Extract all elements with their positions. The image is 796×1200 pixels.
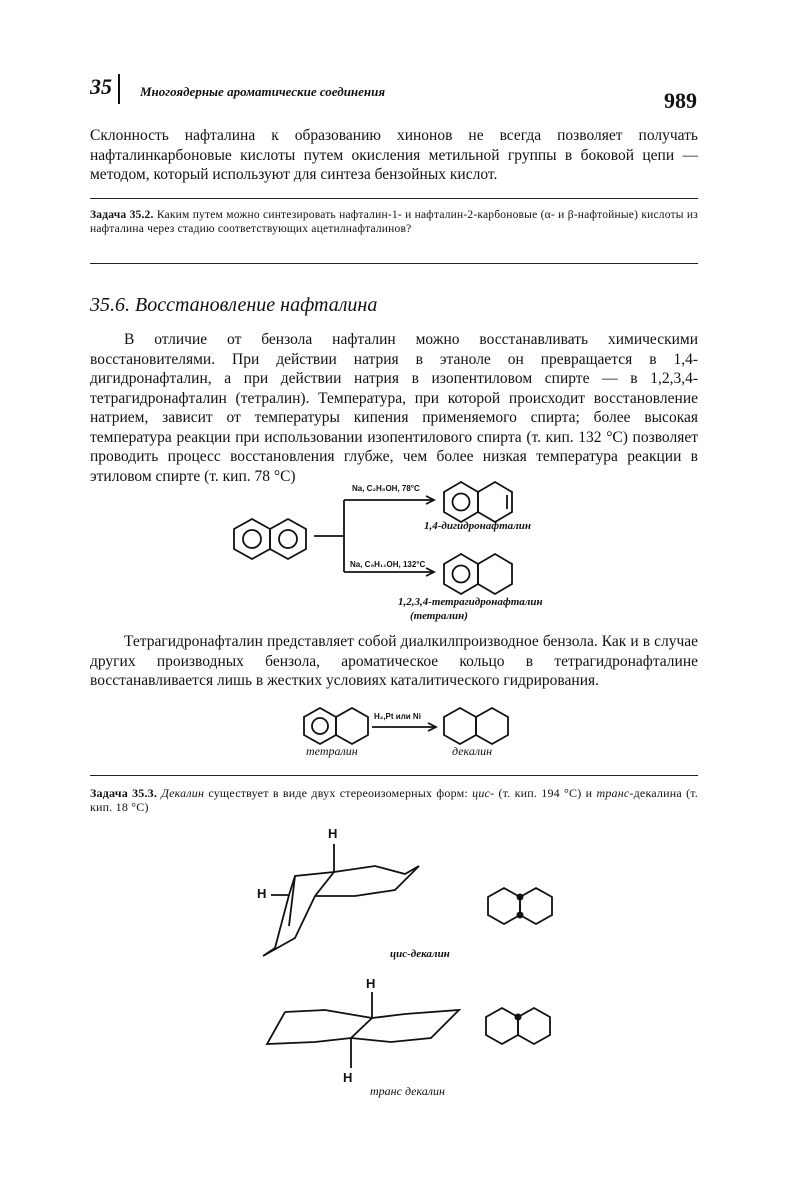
task-35-2-label: Задача 35.2. (90, 209, 154, 221)
tetralin-paragraph: Тетрагидронафталин представляет собой диалкилпроизводное бензола. Как и в случае других производных бензола, ароматическое кольцо в тетрагидронафталине восстанавливается лишь в жестких условиях каталитического гидрирования. (90, 633, 698, 689)
hydrogenation-condition: H₂,Pt или Ni (374, 712, 421, 721)
trans-h-top: H (366, 976, 376, 991)
intro-paragraph: Склонность нафталина к образованию хинонов не всегда позволяет получать нафталинкарбоновые кислоты путем окисления метильной группы в боковой цепи — методом, который используют для синтеза бензойных кислот. (90, 127, 698, 183)
trans-decalin-flat (486, 1006, 550, 1046)
chapter-title: Многоядерные ароматические соединения (140, 84, 386, 99)
task-35-3-label: Задача 35.3. (90, 786, 158, 800)
rule-top (90, 198, 698, 199)
dihydronaphthalene-structure (442, 480, 518, 524)
task-35-3-text-2: (т. кип. 194 °C) и (494, 786, 597, 800)
rule-bottom (90, 263, 698, 264)
tetralin-structure (442, 552, 518, 596)
label-trans-decalin: транс декалин (370, 1084, 445, 1098)
reduction-paragraph: В отличие от бензола нафталин можно восстанавливать химическими восстановителями. При действии натрия в этаноле он превращается в 1,4-дигидронафталин, а при действии натрия в изопентиловом спирте — в 1,2,3,4-тетрагидронафталин (тетралин). Температура, при которой происходит восстановление натрием, зависит от температуры кипения применяемого спирта; более высокая температура реакции при использовании изопентилового спирта (т. кип. 132 °C) позволяет проводить процесс восстановления глубже, чем более низкая температура реакции в этиловом спирте (т. кип. 78 °C) (90, 331, 698, 485)
scheme1-naphthalene-structure (232, 516, 312, 562)
scheme2-decalin-structure (442, 706, 514, 746)
rule-task-35-3 (90, 775, 698, 776)
trans-decalin-chair (255, 990, 465, 1074)
chapter-number: 35 (90, 74, 112, 99)
scheme2-arrow (372, 722, 440, 732)
label-tetralin: тетралин (306, 744, 358, 758)
page-number: 989 (664, 88, 697, 113)
product-tetrahydronaphthalene: 1,2,3,4-тетрагидронафталин (398, 596, 543, 608)
scheme2-tetralin-structure (302, 706, 374, 746)
header-divider (118, 74, 120, 104)
label-decalin: декалин (452, 744, 493, 758)
condition-ethanol: Na, C₂H₅OH, 78°C (352, 484, 420, 493)
product-tetralin-name: (тетралин) (410, 610, 468, 622)
condition-isopentanol: Na, C₅H₁₁OH, 132°C (350, 560, 426, 569)
task-35-3-trans: транс- (596, 786, 634, 800)
task-35-2-text: Каким путем можно синтезировать нафталин-1- и нафталин-2-карбоновые (α- и β-нафтойные) кислоты из нафталина через стадию соответствующих ацетилнафталинов? (90, 209, 698, 235)
section-title: 35.6. Восстановление нафталина (90, 294, 378, 316)
task-35-3-text-1: существует в виде двух стереоизомерных форм: (204, 786, 473, 800)
task-35-3-decalin: Декалин (161, 786, 205, 800)
task-35-3 (90, 786, 698, 814)
task-35-3-cis: цис- (472, 786, 495, 800)
task-35-2 (90, 208, 698, 236)
cis-h-top: H (328, 826, 338, 841)
product-dihydronaphthalene: 1,4-дигидронафталин (424, 520, 532, 532)
label-cis-decalin: цис-декалин (390, 948, 450, 960)
cis-h-left: H (257, 886, 267, 901)
cis-decalin-chair (255, 838, 435, 958)
cis-decalin-flat (488, 886, 552, 926)
task-35-3-text-3: декалина (т. кип. 18 °C) (90, 786, 699, 814)
trans-h-bottom: H (343, 1070, 353, 1085)
